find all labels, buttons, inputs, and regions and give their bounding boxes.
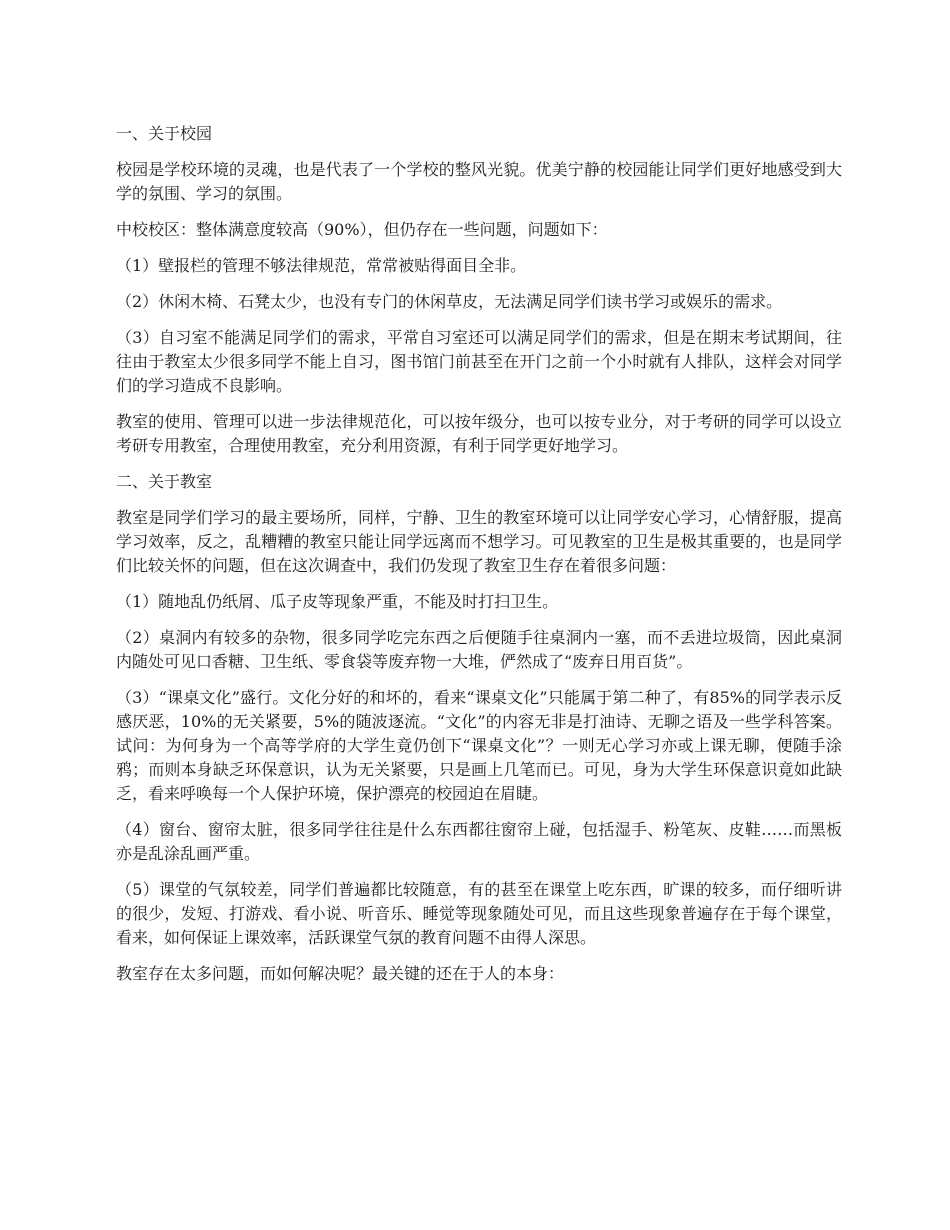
list-item: （2）休闲木椅、石凳太少，也没有专门的休闲草皮，无法满足同学们读书学习或娱乐的需求。 [116,292,783,311]
list-item: （3）“课桌文化”盛行。文化分好的和坏的，看来“课桌文化”只能属于第二种了，有85%的同学表示反感厌恶，10%的无关紧要，5%的随波逐流。“文化”的内容无非是打油诗、无聊之语及一些学科答案。试问：为何身为一个高等学府的大学生竟仍创下“课桌文化”？一则无心学习亦或上课无聊，便随手涂鸦；而则本身缺乏环保意识，认为无关紧要，只是画上几笔而已。可见，身为大学生环保意识竟如此缺乏，看来呼唤每一个人保护环境，保护漂亮的校园迫在眉睫。 [116,688,842,803]
list-item: （4）窗台、窗帘太脏，很多同学往往是什么东西都往窗帘上碰，包括湿手、粉笔灰、皮鞋……而黑板亦是乱涂乱画严重。 [116,820,842,863]
paragraph: 教室的使用、管理可以进一步法律规范化，可以按年级分，也可以按专业分，对于考研的同学可以设立考研专用教室，合理使用教室，充分利用资源，有利于同学更好地学习。 [116,412,842,455]
list-item: （3）自习室不能满足同学们的需求，平常自习室还可以满足同学们的需求，但是在期末考试期间，往往由于教室太少很多同学不能上自习，图书馆门前甚至在开门之前一个小时就有人排队，这样会对同学们的学习造成不良影响。 [116,328,842,395]
paragraph: 校园是学校环境的灵魂，也是代表了一个学校的整风光貌。优美宁静的校园能让同学们更好地感受到大学的氛围、学习的氛围。 [116,160,842,203]
list-item: （1）壁报栏的管理不够法律规范，常常被贴得面目全非。 [116,256,527,275]
list-item: （5）课堂的气氛较差，同学们普遍都比较随意，有的甚至在课堂上吃东西，旷课的较多，而仔细听讲的很少，发短、打游戏、看小说、听音乐、睡觉等现象随处可见，而且这些现象普遍存在于每个课堂，看来，如何保证上课效率，活跃课堂气氛的教育问题不由得人深思。 [116,880,842,947]
paragraph: 教室是同学们学习的最主要场所，同样，宁静、卫生的教室环境可以让同学安心学习，心情舒服，提高学习效率，反之，乱糟糟的教室只能让同学远离而不想学习。可见教室的卫生是极其重要的，也是同学们比较关怀的问题，但在这次调查中，我们仍发现了教室卫生存在着很多问题： [116,508,842,575]
list-item: （1）随地乱仍纸屑、瓜子皮等现象严重，不能及时打扫卫生。 [116,592,559,611]
paragraph: 教室存在太多问题，而如何解决呢？最关键的还在于人的本身： [116,964,565,983]
paragraph: 中校校区：整体满意度较高（90%），但仍存在一些问题，问题如下： [116,220,608,239]
section-heading-classroom: 二、关于教室 [116,472,213,491]
section-heading-campus: 一、关于校园 [116,124,213,143]
list-item: （2）桌洞内有较多的杂物，很多同学吃完东西之后便随手往桌洞内一塞，而不丢进垃圾筒，因此桌洞内随处可见口香糖、卫生纸、零食袋等废弃物一大堆，俨然成了“废弃日用百货”。 [116,628,842,671]
document-body [116,122,842,998]
